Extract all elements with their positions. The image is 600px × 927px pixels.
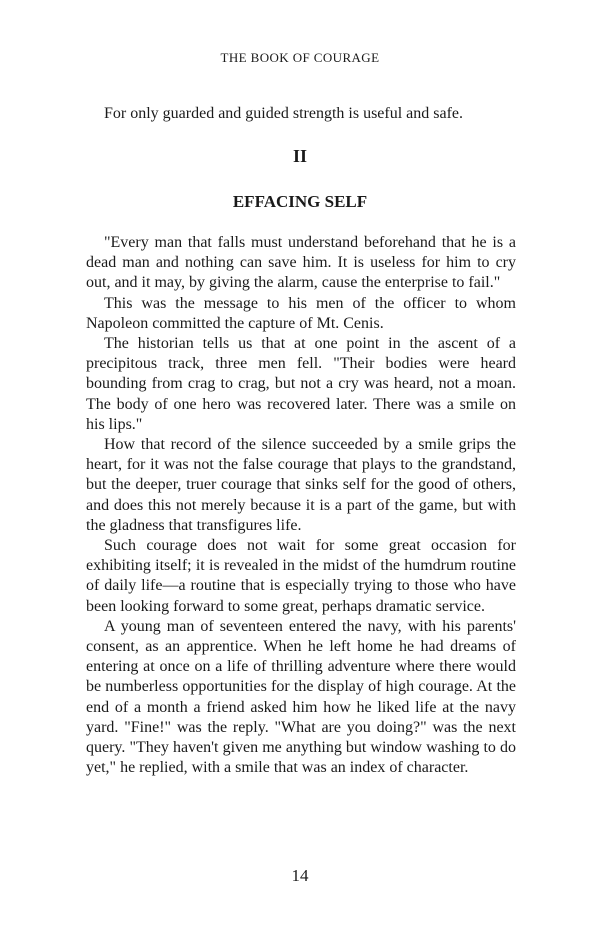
paragraph: A young man of seventeen entered the navy, with his parents' consent, as an apprentice. When he left home he had dreams of entering at once on a life of thrilling adventure where there would be numberless opportunities for the display of high courage. At the end of a month a friend asked him how he liked life at the navy yard. "Fine!" was the reply. "What are you doing?" was the next query. "They haven't given me anything but window washing to do yet," he replied, with a smile that was an index of character. xyxy=(86,617,516,777)
page-number: 14 xyxy=(291,866,309,885)
paragraph: This was the message to his men of the officer to whom Napoleon committed the capture of Mt. Cenis. xyxy=(86,294,516,332)
lead-line: For only guarded and guided strength is useful and safe. xyxy=(104,105,464,122)
chapter-number: II xyxy=(292,146,307,166)
paragraph: "Every man that falls must understand beforehand that he is a dead man and nothing can save him. It is useless for him to cry out, and it may, by giving the alarm, cause the enterprise to fail." xyxy=(86,234,516,292)
paragraph: How that record of the silence succeeded by a smile grips the heart, for it was not the false courage that plays to the grandstand, but the deeper, truer courage that sinks self for the good of others, and does this not merely because it is a part of the game, but with the gladness that transfigures life. xyxy=(86,436,516,534)
body-text xyxy=(86,233,516,778)
paragraph: The historian tells us that at one point in the ascent of a precipitous track, three men fell. "Their bodies were heard bounding from crag to crag, but not a cry was heard, not a moan. The body of one hero was recovered later. There was a smile on his lips." xyxy=(86,335,516,433)
chapter-title: EFFACING SELF xyxy=(232,192,368,211)
running-head: THE BOOK OF COURAGE xyxy=(220,50,380,65)
paragraph: Such courage does not wait for some great occasion for exhibiting itself; it is revealed in the midst of the humdrum routine of daily life—a routine that is especially trying to those who have been looking forward to some great, perhaps dramatic service. xyxy=(86,537,516,615)
